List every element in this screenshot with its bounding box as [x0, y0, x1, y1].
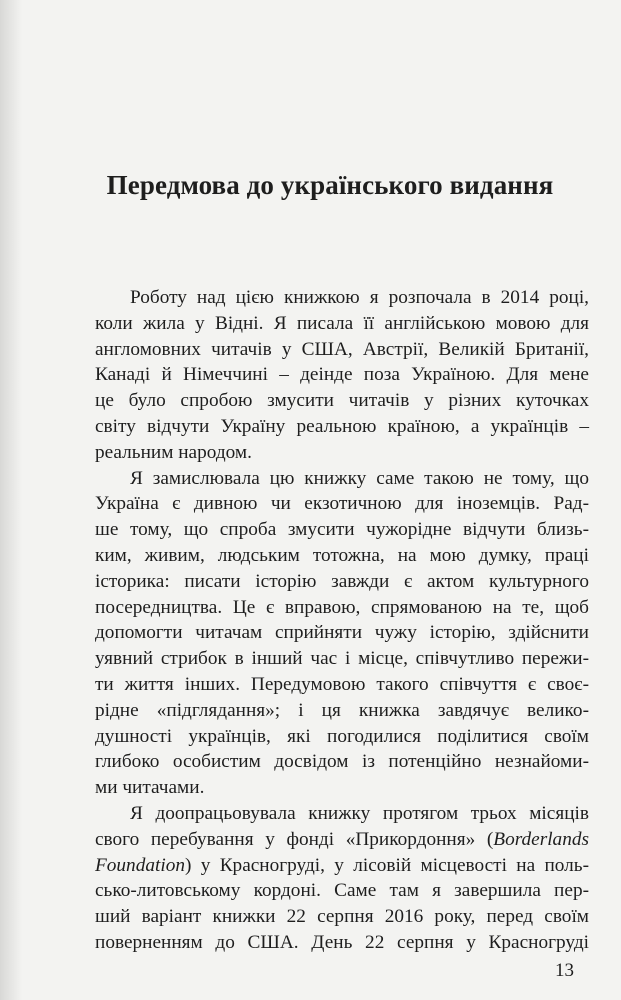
text-line: Канаді й Німеччині – деінде поза Україною. Для мене — [95, 364, 589, 386]
text-line: Україна є дивною чи екзотичною для іноземців. Рад- — [95, 493, 589, 515]
text-line: світу відчути Україну реальною країною, а українців – — [95, 415, 589, 437]
text-line: уявний стрибок в інший час і місце, співчутливо пережи- — [95, 648, 589, 670]
text-line: історика: писати історію завжди є актом культурного — [95, 570, 589, 592]
text-segment: свого перебування у фонді «Прикордоння» ( — [95, 828, 494, 850]
text-line: ший варіант книжки 22 серпня 2016 року, перед своїм — [95, 906, 589, 928]
text-line: коли жила у Відні. Я писала її англійською мовою для — [95, 312, 589, 334]
italic-term: Borderlands — [493, 828, 589, 850]
paragraph-1 — [95, 285, 589, 466]
text-line: Foundation) у Красногруді, у лісовій місцевості на поль- — [95, 854, 589, 876]
text-line: посередництва. Це є вправою, спрямованою на те, щоб — [95, 596, 589, 618]
text-line: англомовних читачів у США, Австрії, Великій Британії, — [95, 338, 589, 360]
italic-term: Foundation — [95, 854, 185, 876]
text-line: сько-литовському кордоні. Саме там я завершила пер- — [95, 880, 589, 902]
page-number: 13 — [555, 960, 574, 981]
body-text — [95, 285, 589, 956]
text-segment: у Красногруді, у лісовій місцевості на поль- — [200, 854, 589, 876]
text-line: реальним народом. — [95, 441, 252, 463]
text-line: ми читачами. — [95, 777, 205, 799]
text-line: Я замислювала цю книжку саме такою не тому, що — [130, 467, 589, 489]
text-line: Я доопрацьовувала книжку протягом трьох місяців — [130, 802, 589, 824]
text-line: рідне «підглядання»; і ця книжка завдячує велико- — [95, 699, 589, 721]
page-edge-shadow — [0, 0, 22, 1000]
text-line: ше тому, що спроба змусити чужорідне відчути близь- — [95, 519, 589, 541]
page-title: Передмова до українського видання — [106, 170, 554, 200]
paragraph-3 — [95, 801, 589, 956]
paragraph-2 — [95, 466, 589, 801]
text-line: поверненням до США. День 22 серпня у Красногруді — [95, 931, 589, 953]
text-line: Роботу над цією книжкою я розпочала в 2014 році, — [130, 287, 589, 308]
text-line: душності українців, які погодилися поділитися своїм — [95, 725, 589, 747]
text-line: ким, живим, людським тотожна, на мою думку, праці — [95, 544, 589, 566]
text-line: це було спробою змусити читачів у різних куточках — [95, 390, 589, 412]
text-line — [95, 827, 589, 853]
text-line: глибоко особистим досвідом із потенційно незнайоми- — [95, 751, 589, 773]
text-line: ти життя інших. Передумовою такого співчуття є своє- — [95, 673, 589, 695]
text-line: допомогти читачам сприйняти чужу історію, здійснити — [95, 622, 589, 644]
